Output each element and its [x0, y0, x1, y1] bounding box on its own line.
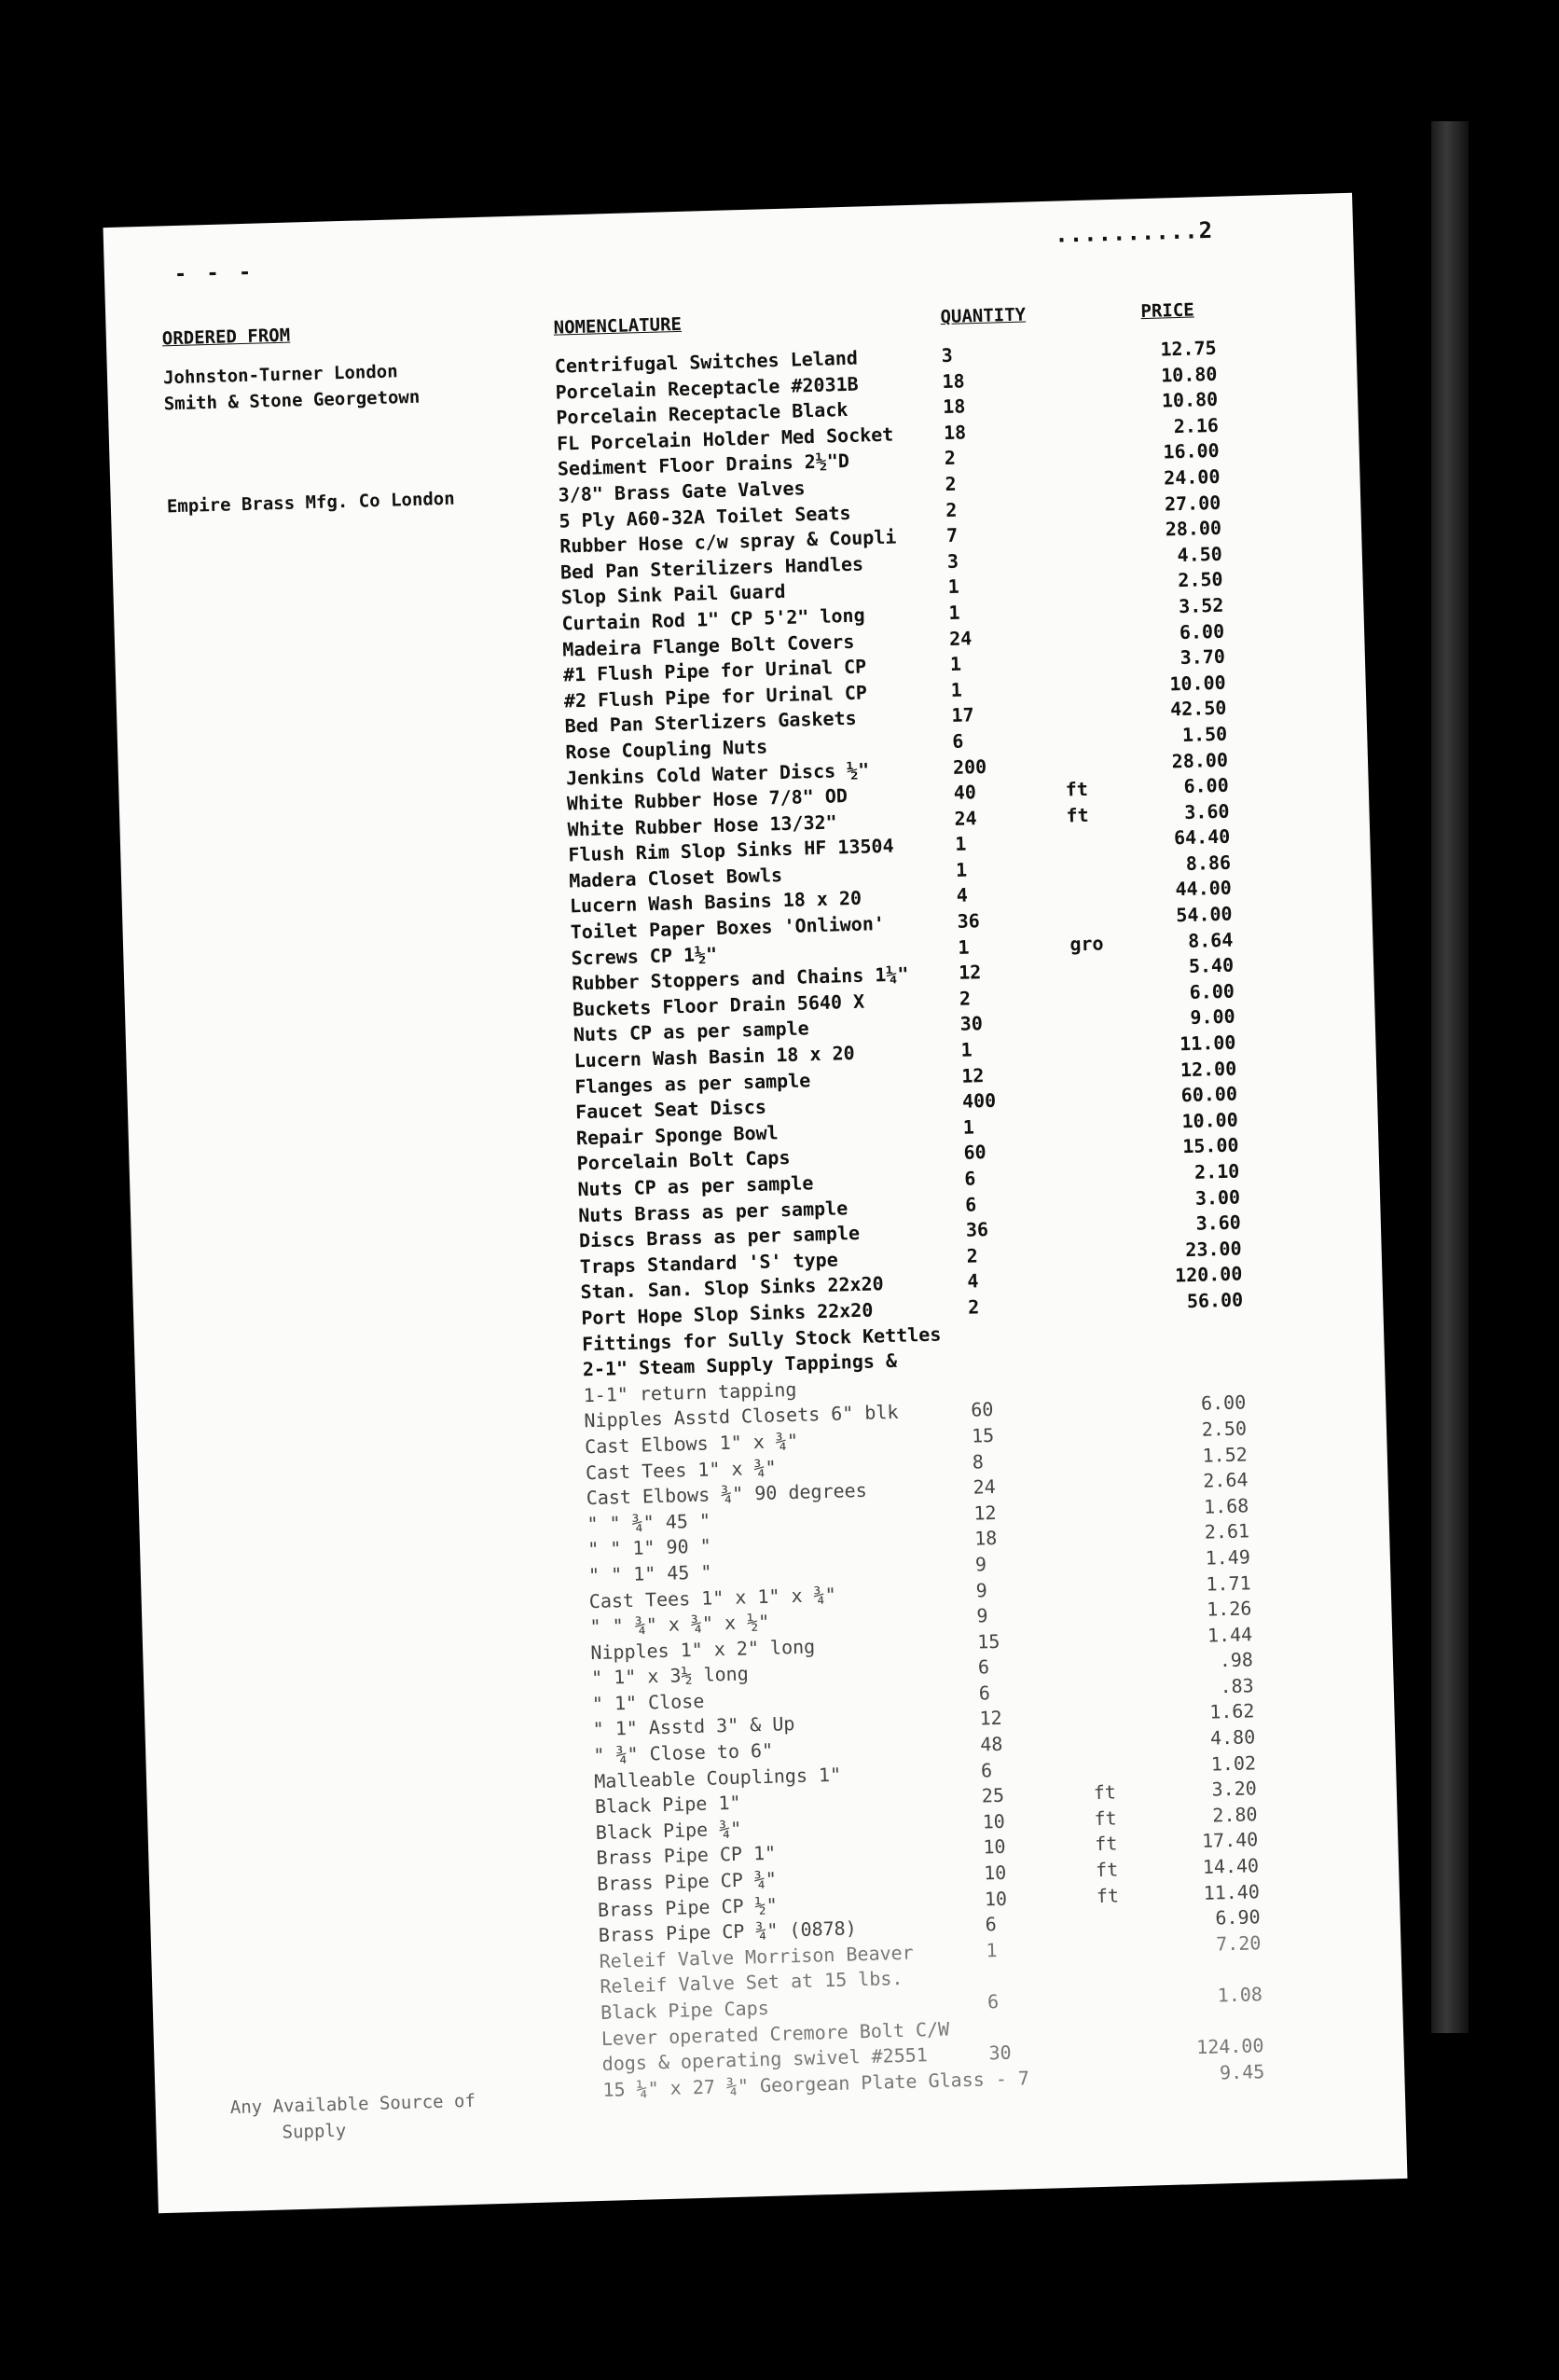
item-cell: Bed Pan Sterlizers Gaskets	[564, 707, 857, 738]
price-cell: 4.50	[1177, 542, 1223, 566]
price-cell: 6.00	[1200, 1391, 1247, 1416]
item-cell: Porcelain Bolt Caps	[576, 1146, 791, 1175]
item-cell: " " 1" 90 "	[586, 1534, 712, 1561]
item-cell: Slop Sink Pail Guard	[560, 580, 786, 609]
item-cell: Fittings for Sully Stock Kettles	[581, 1322, 942, 1355]
quantity-cell: 1	[949, 652, 962, 676]
item-cell: 5 Ply A60-32A Toilet Seats	[559, 501, 851, 533]
corner-marks: - - -	[173, 260, 255, 287]
quantity-cell: 36	[957, 909, 981, 933]
quantity-cell: 4	[967, 1269, 979, 1294]
item-cell: Lucern Wash Basin 18 x 20	[573, 1041, 855, 1072]
price-cell: 60.00	[1180, 1082, 1238, 1107]
other-source-note	[229, 2088, 476, 2147]
supplier-name: Empire Brass Mfg. Co London	[166, 488, 455, 518]
quantity-cell: 1	[962, 1115, 975, 1139]
price-cell: 2.80	[1212, 1803, 1258, 1827]
price-cell: 3.20	[1211, 1777, 1258, 1801]
quantity-cell: 12	[973, 1501, 997, 1525]
price-cell: 27.00	[1164, 491, 1221, 516]
quantity-cell: 1	[955, 858, 968, 881]
item-cell: Traps Standard 'S' type	[579, 1248, 839, 1279]
quantity-cell: 12	[958, 961, 982, 985]
quantity-cell: 36	[965, 1218, 989, 1241]
price-cell: 7.20	[1215, 1930, 1262, 1956]
item-cell: Curtain Rod 1" CP 5'2" long	[561, 603, 865, 635]
header-nomenclature: NOMENCLATURE	[553, 313, 683, 339]
price-cell: 14.40	[1202, 1854, 1260, 1878]
item-cell: " " 1" 45 "	[587, 1560, 712, 1587]
item-cell: Cast Elbows ¾" 90 degrees	[586, 1478, 868, 1510]
item-cell: Jenkins Cold Water Discs ½"	[565, 757, 870, 789]
document-page	[103, 193, 1408, 2214]
page-number: ..........2	[1054, 216, 1214, 248]
item-cell: dogs & operating swivel #2551	[601, 2043, 929, 2076]
price-cell: 2.50	[1178, 568, 1223, 592]
price-cell: 1.02	[1210, 1750, 1257, 1776]
price-cell: 1.50	[1181, 722, 1228, 746]
quantity-cell: 2	[959, 987, 972, 1010]
price-cell: 6.90	[1215, 1905, 1261, 1930]
item-cell: Malleable Couplings 1"	[593, 1763, 842, 1792]
quantity-cell: 9	[976, 1604, 988, 1627]
item-cell: Faucet Seat Discs	[574, 1095, 767, 1124]
quantity-cell: 7	[945, 523, 959, 547]
quantity-cell: 10	[984, 1887, 1008, 1911]
quantity-cell: 15	[971, 1423, 995, 1447]
price-cell: 3.52	[1178, 593, 1224, 618]
unit-cell: ft	[1094, 1806, 1117, 1830]
item-cell: Madera Closet Bowls	[568, 863, 783, 892]
quantity-cell: 2	[944, 447, 957, 470]
item-cell: Nuts Brass as per sample	[577, 1196, 848, 1226]
price-cell: 10.00	[1169, 671, 1226, 696]
price-cell: 6.00	[1179, 619, 1225, 643]
price-cell: 11.40	[1203, 1879, 1261, 1904]
item-cell: Nipples Asstd Closets 6" blk	[584, 1401, 899, 1432]
price-cell: 9.00	[1190, 1004, 1235, 1030]
item-cell: Rose Coupling Nuts	[565, 735, 768, 764]
item-cell: Screws CP 1½"	[571, 942, 718, 970]
price-cell: 9.45	[1219, 2059, 1265, 2084]
price-cell: 3.70	[1180, 644, 1226, 670]
price-cell: 10.00	[1181, 1108, 1239, 1132]
quantity-cell: 24	[954, 806, 977, 830]
price-cell: 1.08	[1217, 1983, 1263, 2007]
quantity-cell: 1	[960, 1038, 973, 1061]
item-cell: Black Pipe Caps	[600, 1996, 770, 2024]
supplier-name: Smith & Stone Georgetown	[163, 386, 421, 414]
price-cell: 4.80	[1209, 1725, 1256, 1750]
quantity-cell: 60	[970, 1398, 994, 1421]
quantity-cell: 1	[950, 678, 963, 701]
item-cell: " " ¾" x ¾" x ½"	[589, 1610, 770, 1639]
quantity-cell: 2	[966, 1244, 979, 1267]
item-cell: Nuts CP as per sample	[577, 1171, 814, 1201]
item-cell: 2-1" Steam Supply Tappings &	[582, 1349, 898, 1381]
price-cell: 1.68	[1203, 1494, 1249, 1518]
item-cell: FL Porcelain Holder Med Socket	[556, 422, 894, 455]
quantity-cell: 48	[979, 1732, 1003, 1756]
price-cell: 1.52	[1202, 1442, 1249, 1467]
price-cell: 2.64	[1202, 1468, 1249, 1492]
item-cell: 15 ¼" x 27 ¾" Georgean Plate Glass - 7	[602, 2066, 1030, 2101]
quantity-cell: 6	[986, 1990, 1000, 2013]
item-cell: Buckets Floor Drain 5640 X	[572, 989, 865, 1021]
price-cell: 3.00	[1194, 1185, 1241, 1210]
price-cell: .98	[1219, 1648, 1254, 1672]
quantity-cell: 18	[942, 368, 965, 393]
price-cell: 120.00	[1174, 1262, 1243, 1287]
price-cell: 28.00	[1171, 748, 1229, 772]
price-cell: 1.62	[1208, 1699, 1255, 1724]
item-cell: Black Pipe 1"	[594, 1791, 741, 1819]
item-cell: " 1" Asstd 3" & Up	[592, 1712, 795, 1741]
price-cell: 24.00	[1163, 464, 1221, 490]
price-cell: 2.61	[1204, 1519, 1250, 1543]
price-cell: 2.50	[1201, 1417, 1248, 1441]
item-cell: Repair Sponge Bowl	[575, 1121, 779, 1150]
quantity-cell: 6	[980, 1758, 993, 1782]
item-cell: Lever operated Cremore Bolt C/W	[600, 2017, 950, 2050]
scan-edge-strip	[1431, 121, 1469, 2033]
quantity-cell: 3	[941, 343, 954, 367]
item-cell: Centrifugal Switches Leland	[554, 346, 859, 378]
price-cell: 3.60	[1183, 799, 1230, 823]
quantity-cell: 10	[982, 1809, 1006, 1833]
item-cell: Brass Pipe CP ¾"	[596, 1867, 778, 1896]
item-cell: Cast Tees 1" x 1" x ¾"	[588, 1583, 836, 1612]
quantity-cell: 1	[986, 1938, 998, 1962]
price-cell: 12.00	[1180, 1057, 1237, 1081]
item-cell: Nuts CP as per sample	[573, 1017, 810, 1046]
item-cell: Porcelain Receptacle #2031B	[555, 372, 859, 404]
item-cell: Discs Brass as per sample	[578, 1222, 861, 1252]
supplier-name: Johnston-Turner London	[162, 361, 398, 389]
item-cell: " 1" Close	[591, 1689, 705, 1715]
quantity-cell: 30	[988, 2041, 1012, 2065]
quantity-cell: 1	[958, 935, 970, 959]
item-cell: Bed Pan Sterilizers Handles	[559, 552, 864, 584]
quantity-cell: 1	[955, 832, 967, 856]
item-cell: Brass Pipe CP ½"	[597, 1893, 779, 1921]
quantity-cell: 60	[963, 1141, 987, 1165]
item-cell: Madeira Flange Bolt Covers	[562, 630, 855, 661]
quantity-cell: 18	[973, 1527, 998, 1550]
price-cell: 56.00	[1186, 1288, 1244, 1313]
quantity-cell: 2	[967, 1295, 980, 1319]
price-cell: 1.49	[1205, 1545, 1251, 1570]
unit-cell: ft	[1095, 1858, 1119, 1882]
item-cell: 1-1" return tapping	[583, 1377, 797, 1406]
unit-cell: ft	[1095, 1832, 1118, 1856]
price-cell: 42.50	[1169, 696, 1227, 721]
item-cell: Releif Valve Morrison Beaver	[599, 1941, 914, 1972]
item-cell: Sediment Floor Drains 2½"D	[557, 450, 850, 480]
item-cell: Brass Pipe CP 1"	[596, 1842, 777, 1870]
quantity-cell: 2	[945, 472, 957, 495]
quantity-cell: 200	[952, 754, 987, 779]
quantity-cell: 6	[964, 1192, 977, 1216]
price-cell: 17.40	[1201, 1828, 1259, 1853]
item-cell: Cast Tees 1" x ¾"	[585, 1456, 777, 1484]
quantity-cell: 2	[945, 498, 958, 521]
item-cell: " ¾" Close to 6"	[593, 1738, 774, 1767]
price-cell: 2.16	[1173, 413, 1220, 437]
quantity-cell: 25	[981, 1784, 1005, 1807]
price-cell: 64.40	[1173, 824, 1231, 850]
quantity-cell: 6	[978, 1681, 991, 1705]
item-cell: Lucern Wash Basins 18 x 20	[569, 887, 862, 918]
item-cell: Rubber Hose c/w spray & Coupli	[559, 525, 897, 558]
quantity-cell: 1	[947, 574, 960, 599]
unit-cell: ft	[1066, 803, 1089, 827]
price-cell: 23.00	[1185, 1237, 1242, 1261]
price-cell: 11.00	[1179, 1031, 1236, 1056]
price-cell: 124.00	[1195, 2034, 1264, 2059]
price-cell: 6.00	[1183, 773, 1230, 798]
quantity-cell: 6	[985, 1913, 998, 1936]
quantity-cell: 12	[960, 1063, 985, 1087]
quantity-cell: 12	[979, 1707, 1002, 1730]
other-source-line-2: Supply	[282, 2120, 347, 2143]
quantity-cell: 17	[951, 703, 974, 727]
quantity-cell: 40	[953, 781, 977, 804]
item-cell: White Rubber Hose 7/8" OD	[566, 784, 848, 815]
price-cell: 44.00	[1175, 877, 1233, 901]
header-quantity: QUANTITY	[940, 304, 1027, 328]
item-cell: Black Pipe ¾"	[595, 1817, 742, 1844]
quantity-cell: 6	[964, 1167, 976, 1190]
item-cell: #1 Flush Pipe for Urinal CP	[562, 655, 867, 686]
price-cell: 2.10	[1193, 1159, 1240, 1183]
quantity-cell: 6	[977, 1655, 990, 1679]
price-cell: 5.40	[1188, 953, 1235, 978]
price-cell: 8.86	[1185, 851, 1232, 875]
unit-cell: ft	[1093, 1780, 1117, 1805]
unit-cell: ft	[1096, 1884, 1120, 1907]
price-cell: 10.80	[1160, 362, 1218, 387]
price-cell: 10.80	[1161, 388, 1219, 412]
item-cell: Nipples 1" x 2" long	[590, 1635, 816, 1664]
price-cell: 15.00	[1181, 1133, 1239, 1158]
item-cell: Porcelain Receptacle Black	[556, 398, 848, 429]
unit-cell: ft	[1065, 777, 1089, 801]
quantity-cell: 4	[956, 883, 969, 907]
items-table	[107, 333, 1405, 2117]
price-cell: 1.26	[1206, 1597, 1252, 1621]
quantity-cell: 15	[976, 1629, 1000, 1654]
price-cell: 8.64	[1187, 928, 1234, 952]
price-cell: 3.60	[1195, 1211, 1242, 1235]
unit-cell: gro	[1069, 932, 1104, 956]
price-cell: 12.75	[1160, 336, 1217, 361]
item-cell: #2 Flush Pipe for Urinal CP	[563, 681, 868, 713]
quantity-cell: 18	[942, 394, 966, 419]
item-cell: Cast Elbows 1" x ¾"	[584, 1429, 799, 1459]
other-source-line-1: Any Available Source of	[229, 2090, 476, 2119]
quantity-cell: 6	[951, 729, 964, 753]
item-cell: 3/8" Brass Gate Valves	[558, 477, 806, 506]
item-cell: " " ¾" 45 "	[586, 1509, 711, 1535]
price-cell: 6.00	[1189, 979, 1235, 1003]
item-cell: Port Hope Slop Sinks 22x20	[581, 1298, 874, 1330]
price-cell: .83	[1220, 1674, 1254, 1698]
quantity-cell: 30	[959, 1012, 984, 1036]
header-ordered-from: ORDERED FROM	[161, 325, 291, 350]
item-cell: Stan. San. Slop Sinks 22x20	[580, 1272, 884, 1304]
item-cell: Brass Pipe CP ¾" (0878)	[598, 1916, 858, 1947]
header-price: PRICE	[1140, 299, 1194, 323]
quantity-cell: 8	[972, 1449, 985, 1474]
item-cell: Toilet Paper Boxes 'Onliwon'	[570, 912, 886, 944]
quantity-cell: 400	[961, 1088, 997, 1113]
item-cell: " 1" x 3½ long	[590, 1662, 750, 1690]
quantity-cell: 9	[974, 1553, 987, 1576]
quantity-cell: 18	[943, 421, 967, 444]
price-cell: 1.44	[1207, 1622, 1253, 1647]
price-cell: 1.71	[1206, 1571, 1251, 1596]
quantity-cell: 10	[983, 1861, 1007, 1885]
price-cell: 54.00	[1176, 902, 1233, 927]
quantity-cell: 3	[946, 549, 959, 573]
price-cell: 28.00	[1165, 516, 1222, 541]
quantity-cell: 24	[948, 626, 973, 650]
item-cell: Rubber Stoppers and Chains 1¼"	[572, 962, 909, 995]
quantity-cell: 24	[973, 1475, 997, 1499]
item-cell: White Rubber Hose 13/32"	[567, 810, 837, 841]
item-cell: Releif Valve Set at 15 lbs.	[600, 1967, 904, 1999]
item-cell: Flush Rim Slop Sinks HF 13504	[568, 834, 894, 866]
price-cell: 16.00	[1163, 439, 1221, 464]
quantity-cell: 10	[983, 1835, 1006, 1859]
item-cell: Flanges as per sample	[574, 1068, 811, 1098]
quantity-cell: 9	[975, 1578, 988, 1602]
quantity-cell: 1	[948, 601, 960, 624]
